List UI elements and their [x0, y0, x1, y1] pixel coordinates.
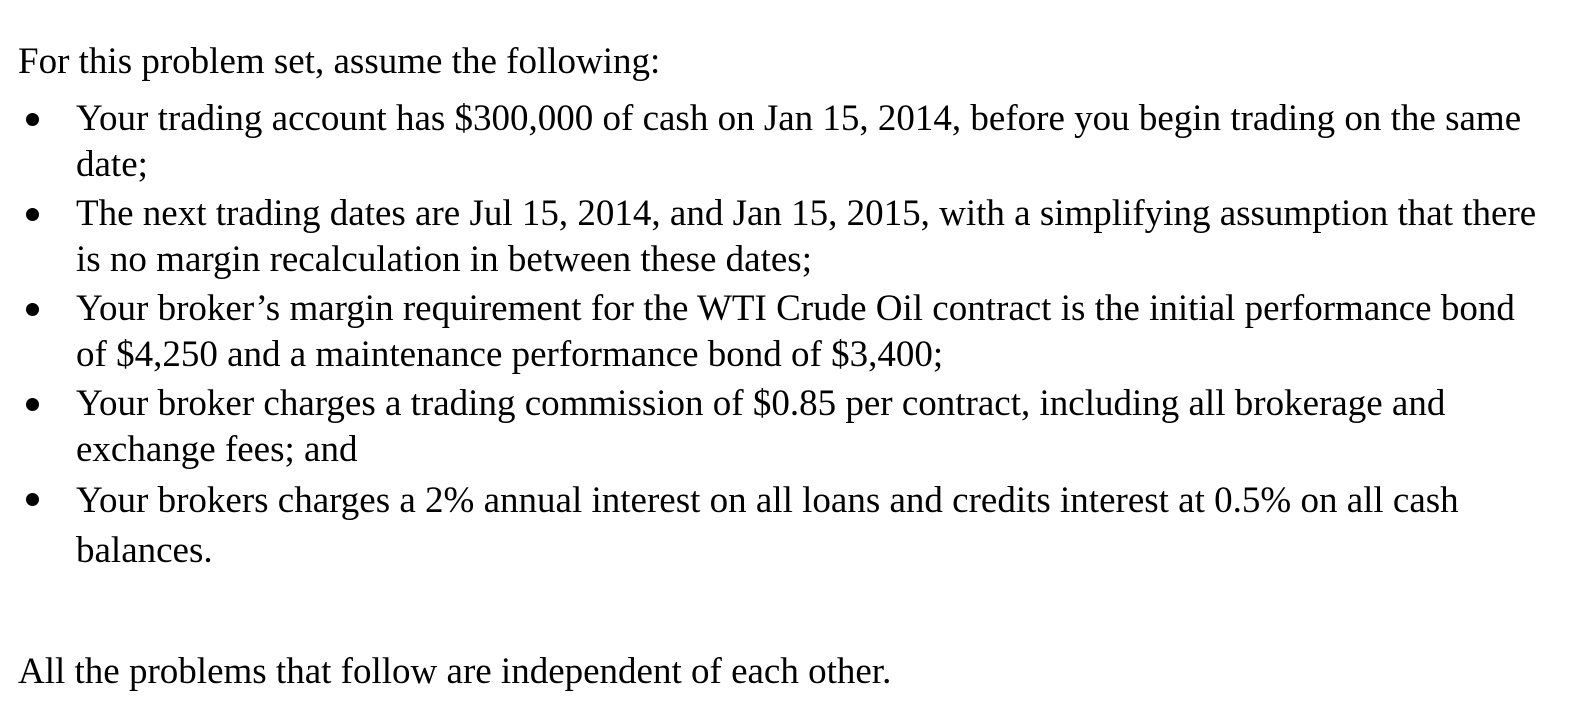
assumptions-list: [18, 96, 1578, 579]
bullet-icon: [26, 303, 39, 316]
list-item: [18, 381, 1578, 473]
bullet-icon: [26, 493, 39, 506]
list-item-text: Your broker charges a trading commission of $0.85 per contract, including all brokerage and exchange fees; and: [76, 383, 1446, 470]
list-item-text: Your trading account has $300,000 of cash on Jan 15, 2014, before you begin trading on the same date;: [76, 98, 1522, 185]
list-item: [18, 96, 1578, 188]
list-item-text: Your brokers charges a 2% annual interest on all loans and credits interest at 0.5% on all cash balances.: [76, 480, 1459, 571]
bullet-icon: [26, 398, 39, 411]
closing-paragraph: All the problems that follow are independent of each other.: [18, 651, 892, 692]
bullet-icon: [26, 208, 39, 221]
bullet-icon: [26, 113, 39, 126]
intro-paragraph: For this problem set, assume the following:: [18, 41, 661, 82]
list-item: [18, 286, 1578, 378]
list-item-text: Your broker’s margin requirement for the WTI Crude Oil contract is the initial performance bond of $4,250 and a maintenance performance bond of $3,400;: [76, 288, 1515, 375]
list-item: [18, 476, 1578, 576]
list-item: [18, 191, 1578, 283]
list-item-text: The next trading dates are Jul 15, 2014, and Jan 15, 2015, with a simplifying assumption that there is no margin recalculation in between these dates;: [76, 193, 1537, 280]
